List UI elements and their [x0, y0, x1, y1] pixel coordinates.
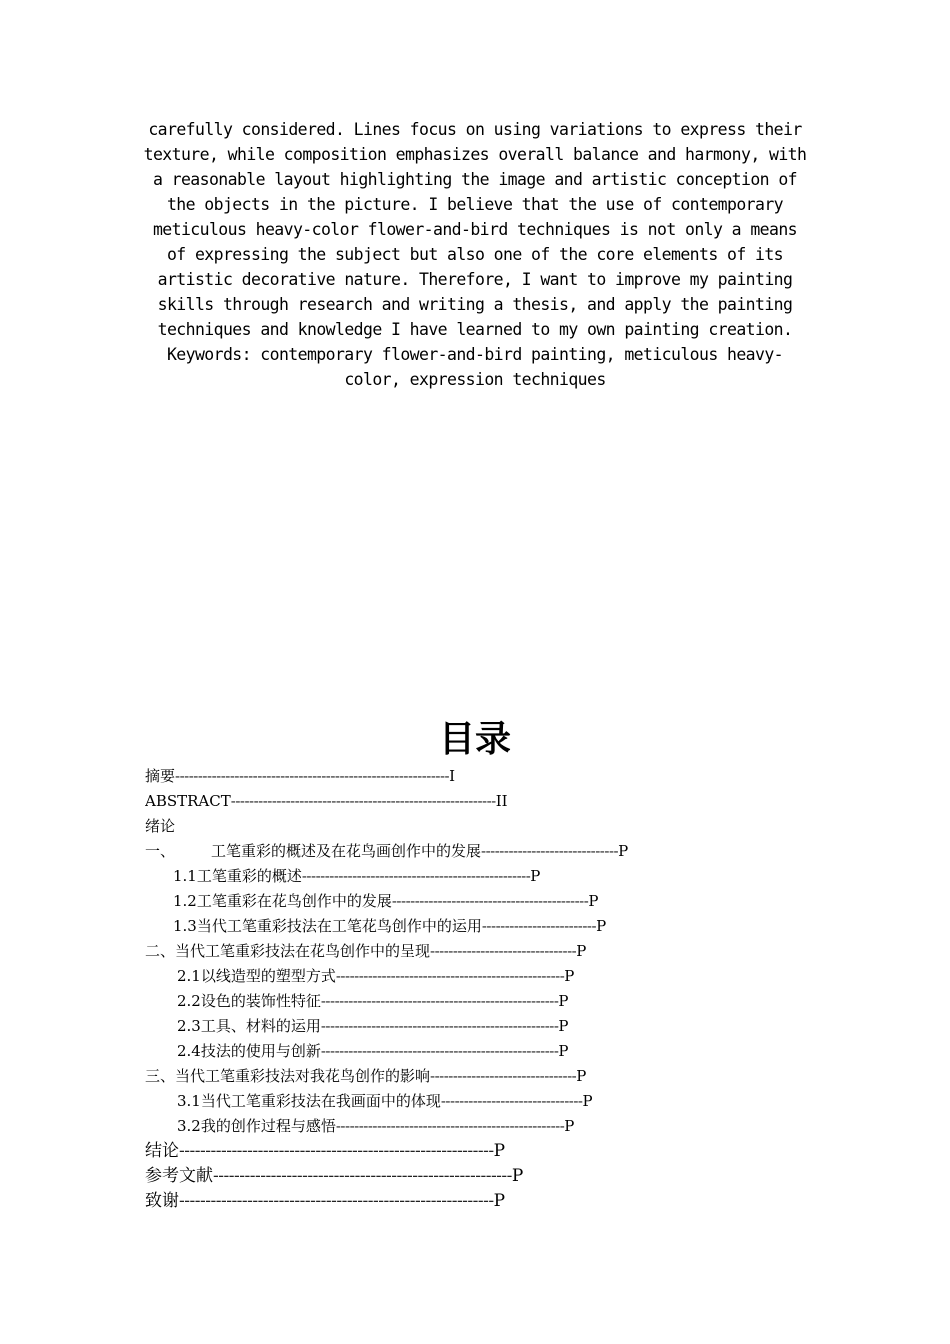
toc-entry-3-1[interactable] — [145, 1089, 785, 1114]
toc-entry-label: 3.2我的创作过程与感悟 — [177, 1117, 336, 1135]
toc-entry-label: 绪论 — [145, 817, 176, 835]
toc-entry-label: 1.2工笔重彩在花鸟创作中的发展 — [173, 892, 392, 910]
toc-entry-label: 2.1以线造型的塑型方式 — [177, 967, 336, 985]
toc-entry-number: 一、 — [145, 842, 176, 860]
toc-entry-label: 工笔重彩的概述及在花鸟画创作中的发展 — [211, 842, 482, 860]
toc-entry-page: P — [511, 1166, 524, 1186]
toc-entry-chapter-2[interactable] — [145, 939, 785, 964]
toc-entry-label: 摘要 — [145, 767, 176, 785]
toc-leader: ---------------------------------------------------- — [320, 1042, 559, 1060]
toc-title: 目录 — [438, 719, 511, 760]
toc-entry-1-2[interactable] — [145, 889, 785, 914]
toc-leader: -------------------------------------------------- — [335, 967, 565, 985]
toc-entry-page: P — [618, 842, 629, 860]
toc-leader: ------------------------------------------------------------ — [175, 767, 450, 785]
abstract-keywords: Keywords: contemporary flower-and-bird painting, meticulous heavy-color, expression techniques — [166, 345, 784, 389]
toc-leader: ------------------------------------------- — [391, 892, 589, 910]
toc-entry-2-2[interactable] — [145, 989, 785, 1014]
toc-entry-label: 2.4技法的使用与创新 — [177, 1042, 321, 1060]
toc-entry-page: P — [582, 1092, 593, 1110]
toc-entry-page: P — [493, 1191, 506, 1211]
toc-entry-page: II — [495, 792, 508, 810]
toc-entry-page: P — [596, 917, 607, 935]
toc-entry-chapter-3[interactable] — [145, 1064, 785, 1089]
toc-leader: -------------------------------------------------- — [335, 1117, 565, 1135]
table-of-contents — [145, 764, 785, 1214]
toc-leader: -------------------------------- — [430, 942, 577, 960]
toc-leader: ---------------------------------------------------- — [320, 992, 559, 1010]
toc-entry-1-1[interactable] — [145, 864, 785, 889]
toc-entry-page: P — [558, 992, 569, 1010]
toc-entry-label: 参考文献 — [145, 1166, 213, 1186]
toc-entry-2-3[interactable] — [145, 1014, 785, 1039]
toc-entry-page: P — [564, 967, 575, 985]
toc-leader: ------------------------- — [481, 917, 597, 935]
toc-leader: ------------------------------------------------------------ — [179, 1141, 494, 1161]
toc-leader: -------------------------------- — [430, 1067, 577, 1085]
toc-entry-page: I — [449, 767, 456, 785]
toc-leader: ---------------------------------------------------- — [320, 1017, 559, 1035]
toc-entry-2-1[interactable] — [145, 964, 785, 989]
toc-entry-page: P — [576, 942, 587, 960]
abstract-section — [140, 117, 810, 392]
toc-entry-label: 2.2设色的装饰性特征 — [177, 992, 321, 1010]
toc-entry-1-3[interactable] — [145, 914, 785, 939]
toc-entry-label: 1.3当代工笔重彩技法在工笔花鸟创作中的运用 — [173, 917, 482, 935]
toc-entry-label: 二、当代工笔重彩技法在花鸟创作中的呈现 — [145, 942, 431, 960]
toc-entry-label: ABSTRACT — [145, 792, 231, 810]
toc-leader: ------------------------------- — [440, 1092, 583, 1110]
toc-entry-page: P — [576, 1067, 587, 1085]
toc-entry-page: P — [564, 1117, 575, 1135]
toc-leader: ------------------------------------------------------------ — [179, 1191, 494, 1211]
toc-entry-page: P — [558, 1017, 569, 1035]
toc-entry-label: 2.3工具、材料的运用 — [177, 1017, 321, 1035]
toc-entry-acknowledgements[interactable] — [145, 1189, 785, 1214]
toc-entry-label: 3.1当代工笔重彩技法在我画面中的体现 — [177, 1092, 441, 1110]
toc-entry-abstract-cn[interactable] — [145, 764, 785, 789]
toc-entry-page: P — [558, 1042, 569, 1060]
toc-entry-introduction[interactable] — [145, 814, 785, 839]
toc-entry-label: 1.1工笔重彩的概述 — [173, 867, 302, 885]
toc-entry-conclusion[interactable] — [145, 1139, 785, 1164]
toc-entry-2-4[interactable] — [145, 1039, 785, 1064]
toc-leader: ------------------------------ — [481, 842, 619, 860]
toc-entry-3-2[interactable] — [145, 1114, 785, 1139]
toc-entry-references[interactable] — [145, 1164, 785, 1189]
toc-leader: --------------------------------------------------------- — [213, 1166, 512, 1186]
toc-entry-label: 三、当代工笔重彩技法对我花鸟创作的影响 — [145, 1067, 431, 1085]
abstract-body: carefully considered. Lines focus on using variations to express their texture, while composition emphasizes overall balance and harmony, with a reasonable layout highlighting the image and artistic conception of the objects in the picture. I believe that the use of contemporary meticulous heavy-color flower-and-bird techniques is not only a means of expressing the subject but also one of the core elements of its artistic decorative nature. Therefore, I want to improve my painting skills through research and writing a thesis, and apply the painting techniques and knowledge I have learned to my own painting creation. — [143, 120, 807, 339]
toc-entry-label: 结论 — [145, 1141, 179, 1161]
toc-entry-page: P — [530, 867, 541, 885]
toc-leader: ---------------------------------------------------------- — [230, 792, 496, 810]
toc-entry-abstract-en[interactable] — [145, 789, 785, 814]
toc-entry-label: 致谢 — [145, 1191, 179, 1211]
toc-leader: -------------------------------------------------- — [301, 867, 531, 885]
toc-entry-chapter-1[interactable] — [145, 839, 785, 864]
toc-entry-page: P — [493, 1141, 506, 1161]
toc-entry-page: P — [588, 892, 599, 910]
